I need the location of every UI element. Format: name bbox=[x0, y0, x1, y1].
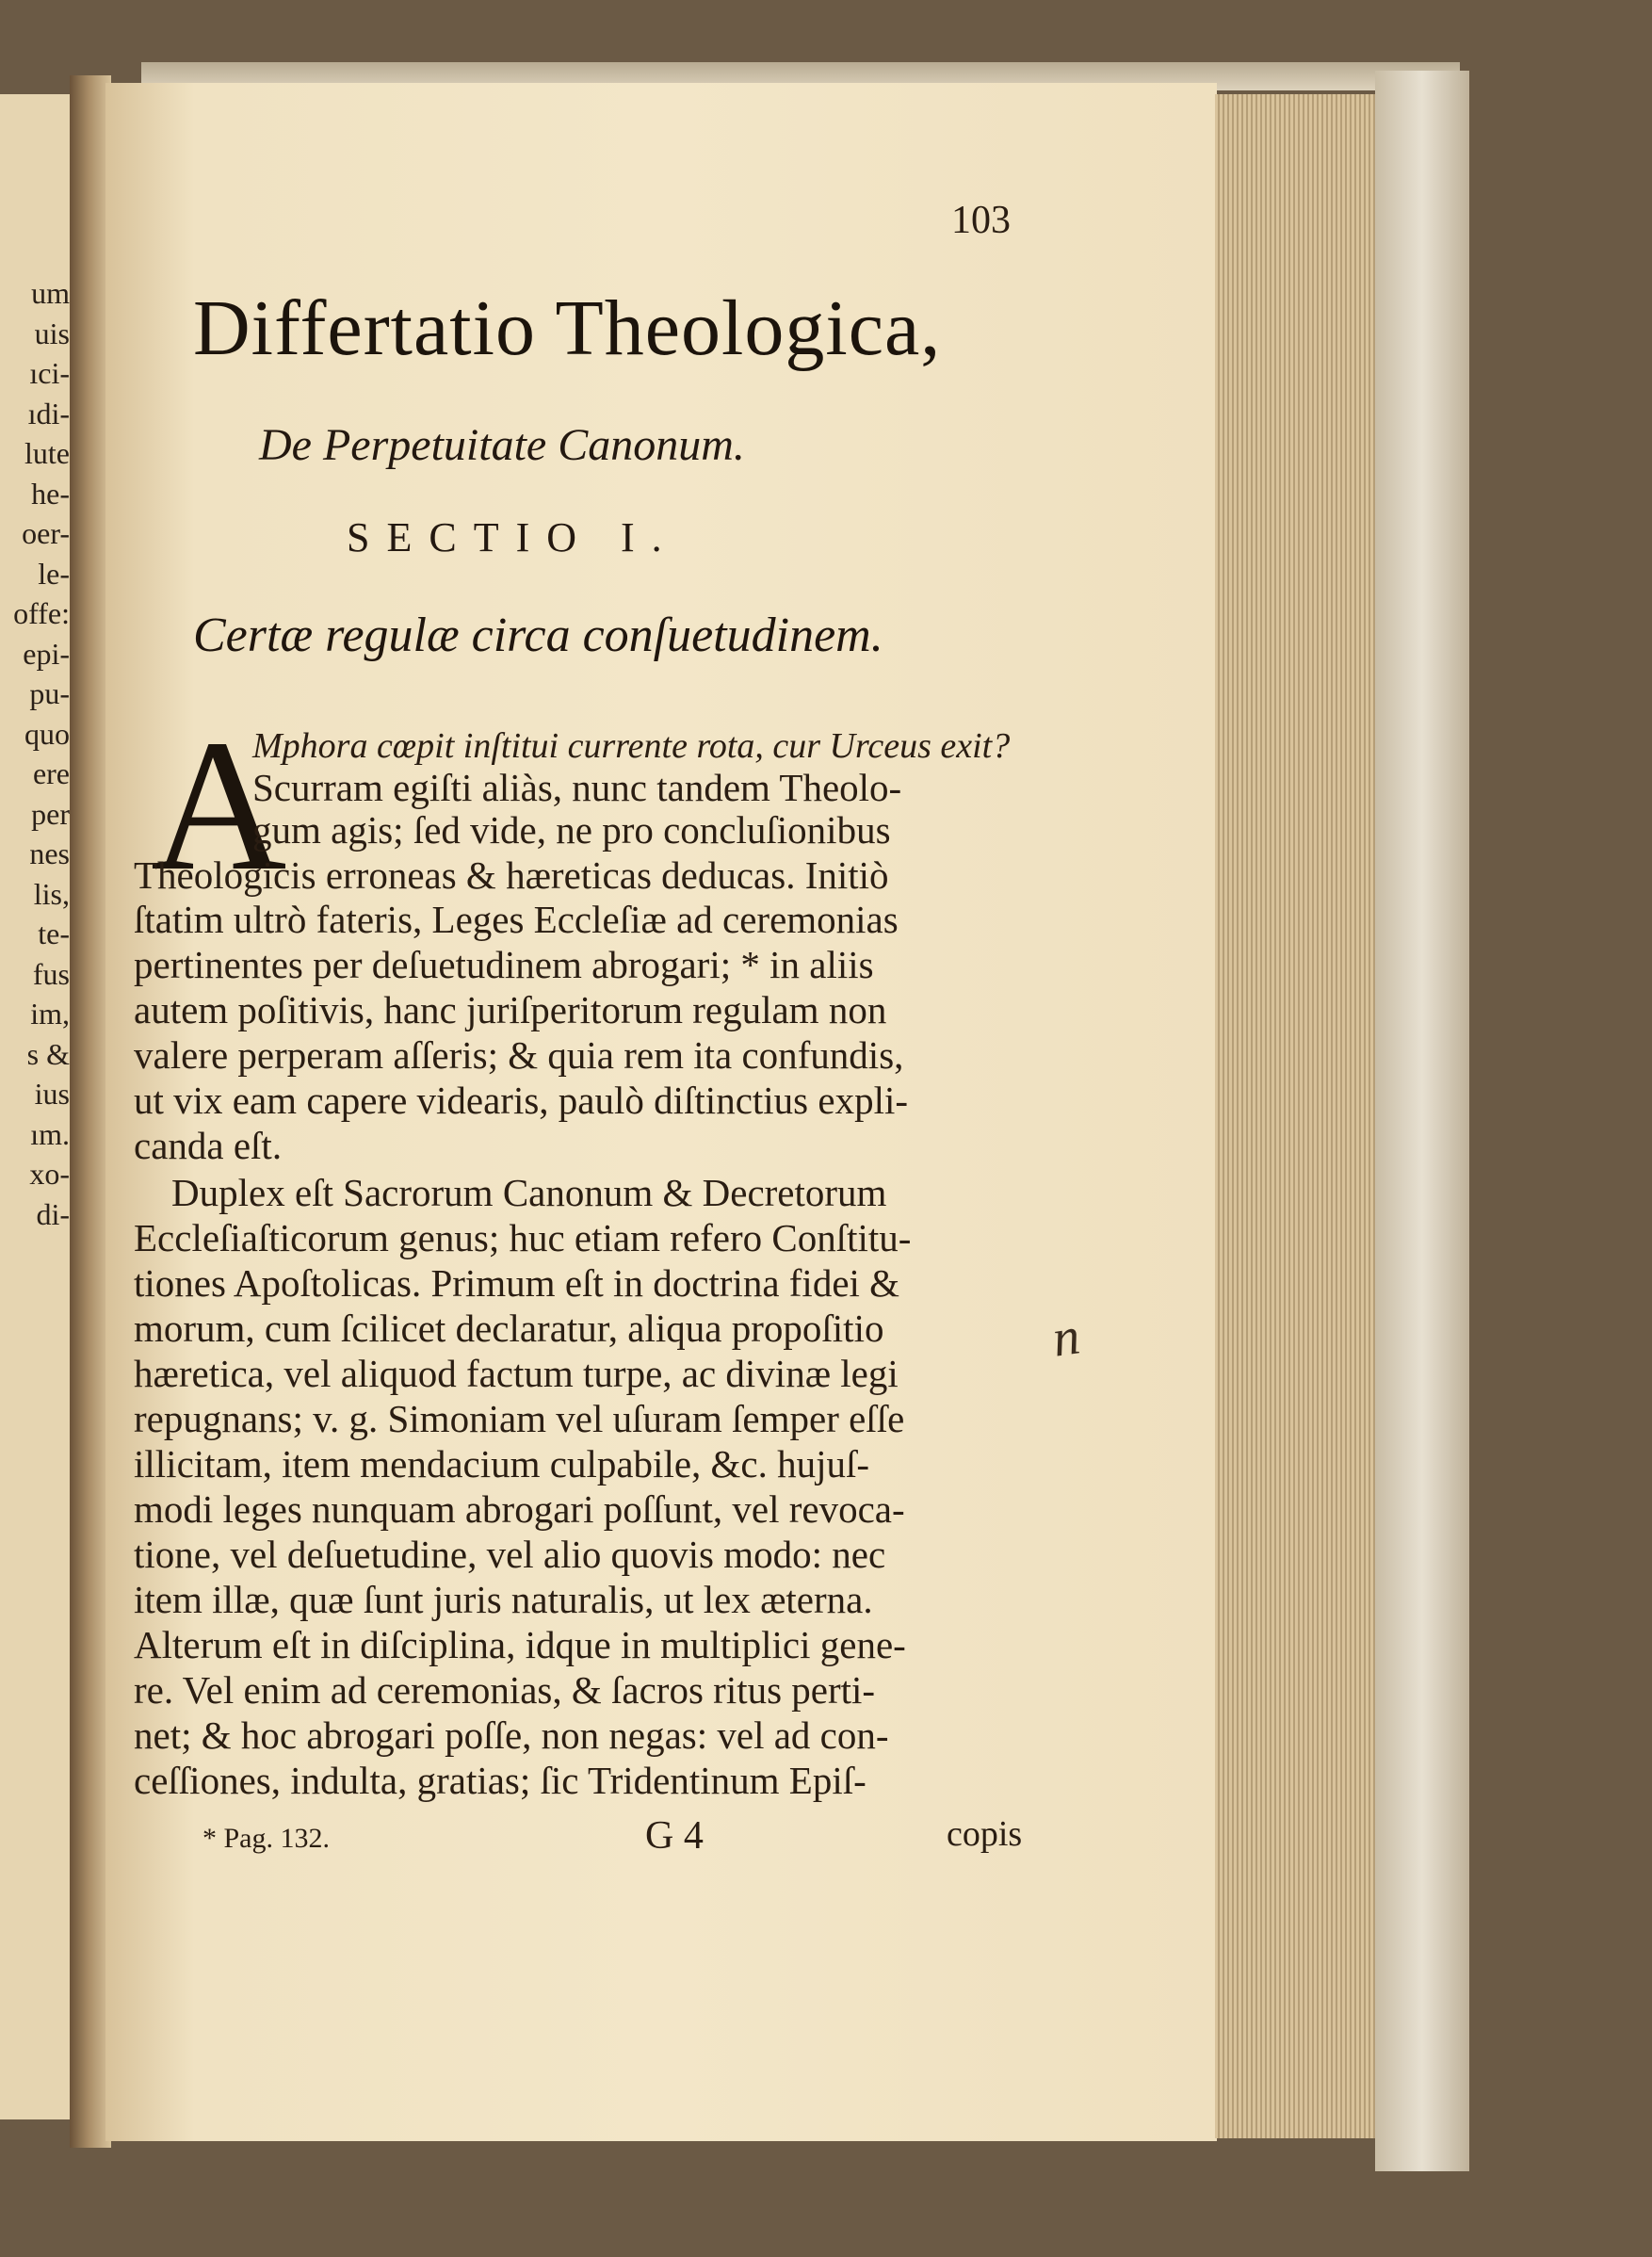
left-fragment: quo bbox=[24, 716, 70, 751]
left-fragment: te- bbox=[38, 917, 70, 950]
page-title: Differtatio Theologica, bbox=[193, 284, 942, 372]
left-fragment: ere bbox=[32, 756, 70, 790]
left-fragment: xo- bbox=[29, 1157, 70, 1191]
body-line: morum, cum ſcilicet declaratur, aliqua propoſitio bbox=[134, 1307, 884, 1350]
body-line: pertinentes per deſuetudinem abrogari; * in aliis bbox=[134, 943, 874, 986]
body-line: canda eſt. bbox=[134, 1124, 283, 1167]
section-subheading: Certæ regulæ circa conſuetudinem. bbox=[193, 609, 883, 662]
left-fragment: fus bbox=[32, 956, 70, 991]
signature-mark: G 4 bbox=[645, 1814, 704, 1858]
left-fragment: ıci- bbox=[29, 356, 70, 390]
body-line: ceſſiones, indulta, gratias; ſic Tridentinum Epiſ- bbox=[134, 1759, 866, 1802]
left-fragment: s & bbox=[26, 1036, 70, 1071]
drop-cap: A bbox=[151, 702, 287, 910]
left-fragment: im, bbox=[30, 997, 70, 1031]
left-page-text-fragments bbox=[0, 273, 72, 1234]
left-fragment: pu- bbox=[29, 676, 70, 710]
body-line: tiones Apoſtolicas. Primum eſt in doctrina fidei & bbox=[134, 1261, 900, 1305]
body-line: Alterum eſt in diſciplina, idque in multiplici gene- bbox=[134, 1623, 906, 1666]
body-line: gum agis; ſed vide, ne pro concluſionibus bbox=[252, 808, 891, 852]
body-line: ſtatim ultrò fateris, Leges Eccleſiæ ad ceremonias bbox=[134, 898, 899, 941]
body-line: Scurram egiſti aliàs, nunc tandem Theolo- bbox=[252, 766, 902, 809]
body-line: illicitam, item mendacium culpabile, &c. hujuſ- bbox=[134, 1442, 870, 1486]
body-line: Duplex eſt Sacrorum Canonum & Decretorum bbox=[171, 1171, 887, 1214]
left-fragment: ıdi- bbox=[27, 396, 70, 430]
left-fragment: per bbox=[31, 796, 70, 831]
left-fragment: ım. bbox=[30, 1116, 70, 1151]
body-line: ut vix eam capere videaris, paulò diſtinctius expli- bbox=[134, 1079, 909, 1122]
page-edges bbox=[1215, 94, 1394, 2138]
book-cover-right bbox=[1375, 71, 1469, 2171]
left-fragment: nes bbox=[29, 836, 70, 870]
left-fragment: ius bbox=[34, 1077, 70, 1111]
body-line: valere perperam aſſeris; & quia rem ita confundis, bbox=[134, 1033, 904, 1077]
left-fragment: oer- bbox=[22, 516, 70, 550]
left-fragment: uis bbox=[34, 316, 70, 350]
body-line: hæretica, vel aliquod factum turpe, ac divinæ legi bbox=[134, 1352, 899, 1395]
body-line: item illæ, quæ ſunt juris naturalis, ut lex æterna. bbox=[134, 1578, 873, 1621]
left-fragment: um bbox=[31, 276, 70, 310]
body-line: net; & hoc abrogari poſſe, non negas: vel ad con- bbox=[134, 1713, 889, 1757]
body-line: re. Vel enim ad ceremonias, & ſacros ritus perti- bbox=[134, 1668, 876, 1712]
body-line: repugnans; v. g. Simoniam vel uſuram ſemper eſſe bbox=[134, 1397, 905, 1440]
body-line: Mphora cœpit inſtitui currente rota, cur Urceus exit? bbox=[252, 726, 1011, 766]
left-fragment: lis, bbox=[33, 876, 70, 911]
body-line: Theologicis erroneas & hæreticas deducas. Initiò bbox=[134, 853, 889, 897]
body-line: modi leges nunquam abrogari poſſunt, vel revoca- bbox=[134, 1487, 905, 1531]
left-fragment: offe: bbox=[13, 596, 70, 630]
left-fragment: le- bbox=[38, 556, 70, 591]
body-line: tione, vel deſuetudine, vel alio quovis modo: nec bbox=[134, 1533, 886, 1576]
left-page bbox=[0, 94, 75, 2119]
left-fragment: di- bbox=[36, 1196, 70, 1231]
body-line: Eccleſiaſticorum genus; huc etiam refero Conſtitu- bbox=[134, 1216, 912, 1259]
body-line: autem poſitivis, hanc juriſperitorum regulam non bbox=[134, 988, 887, 1031]
footnote: * Pag. 132. bbox=[202, 1823, 330, 1854]
left-fragment: epi- bbox=[23, 636, 70, 671]
page-number: 103 bbox=[951, 199, 1011, 242]
catchword: copis bbox=[947, 1814, 1023, 1854]
left-fragment: lute bbox=[24, 436, 70, 470]
section-heading: SECTIO I. bbox=[347, 514, 679, 560]
page-subtitle: De Perpetuitate Canonum. bbox=[259, 420, 745, 470]
left-fragment: he- bbox=[31, 476, 70, 511]
margin-annotation: n bbox=[1048, 1307, 1084, 1369]
